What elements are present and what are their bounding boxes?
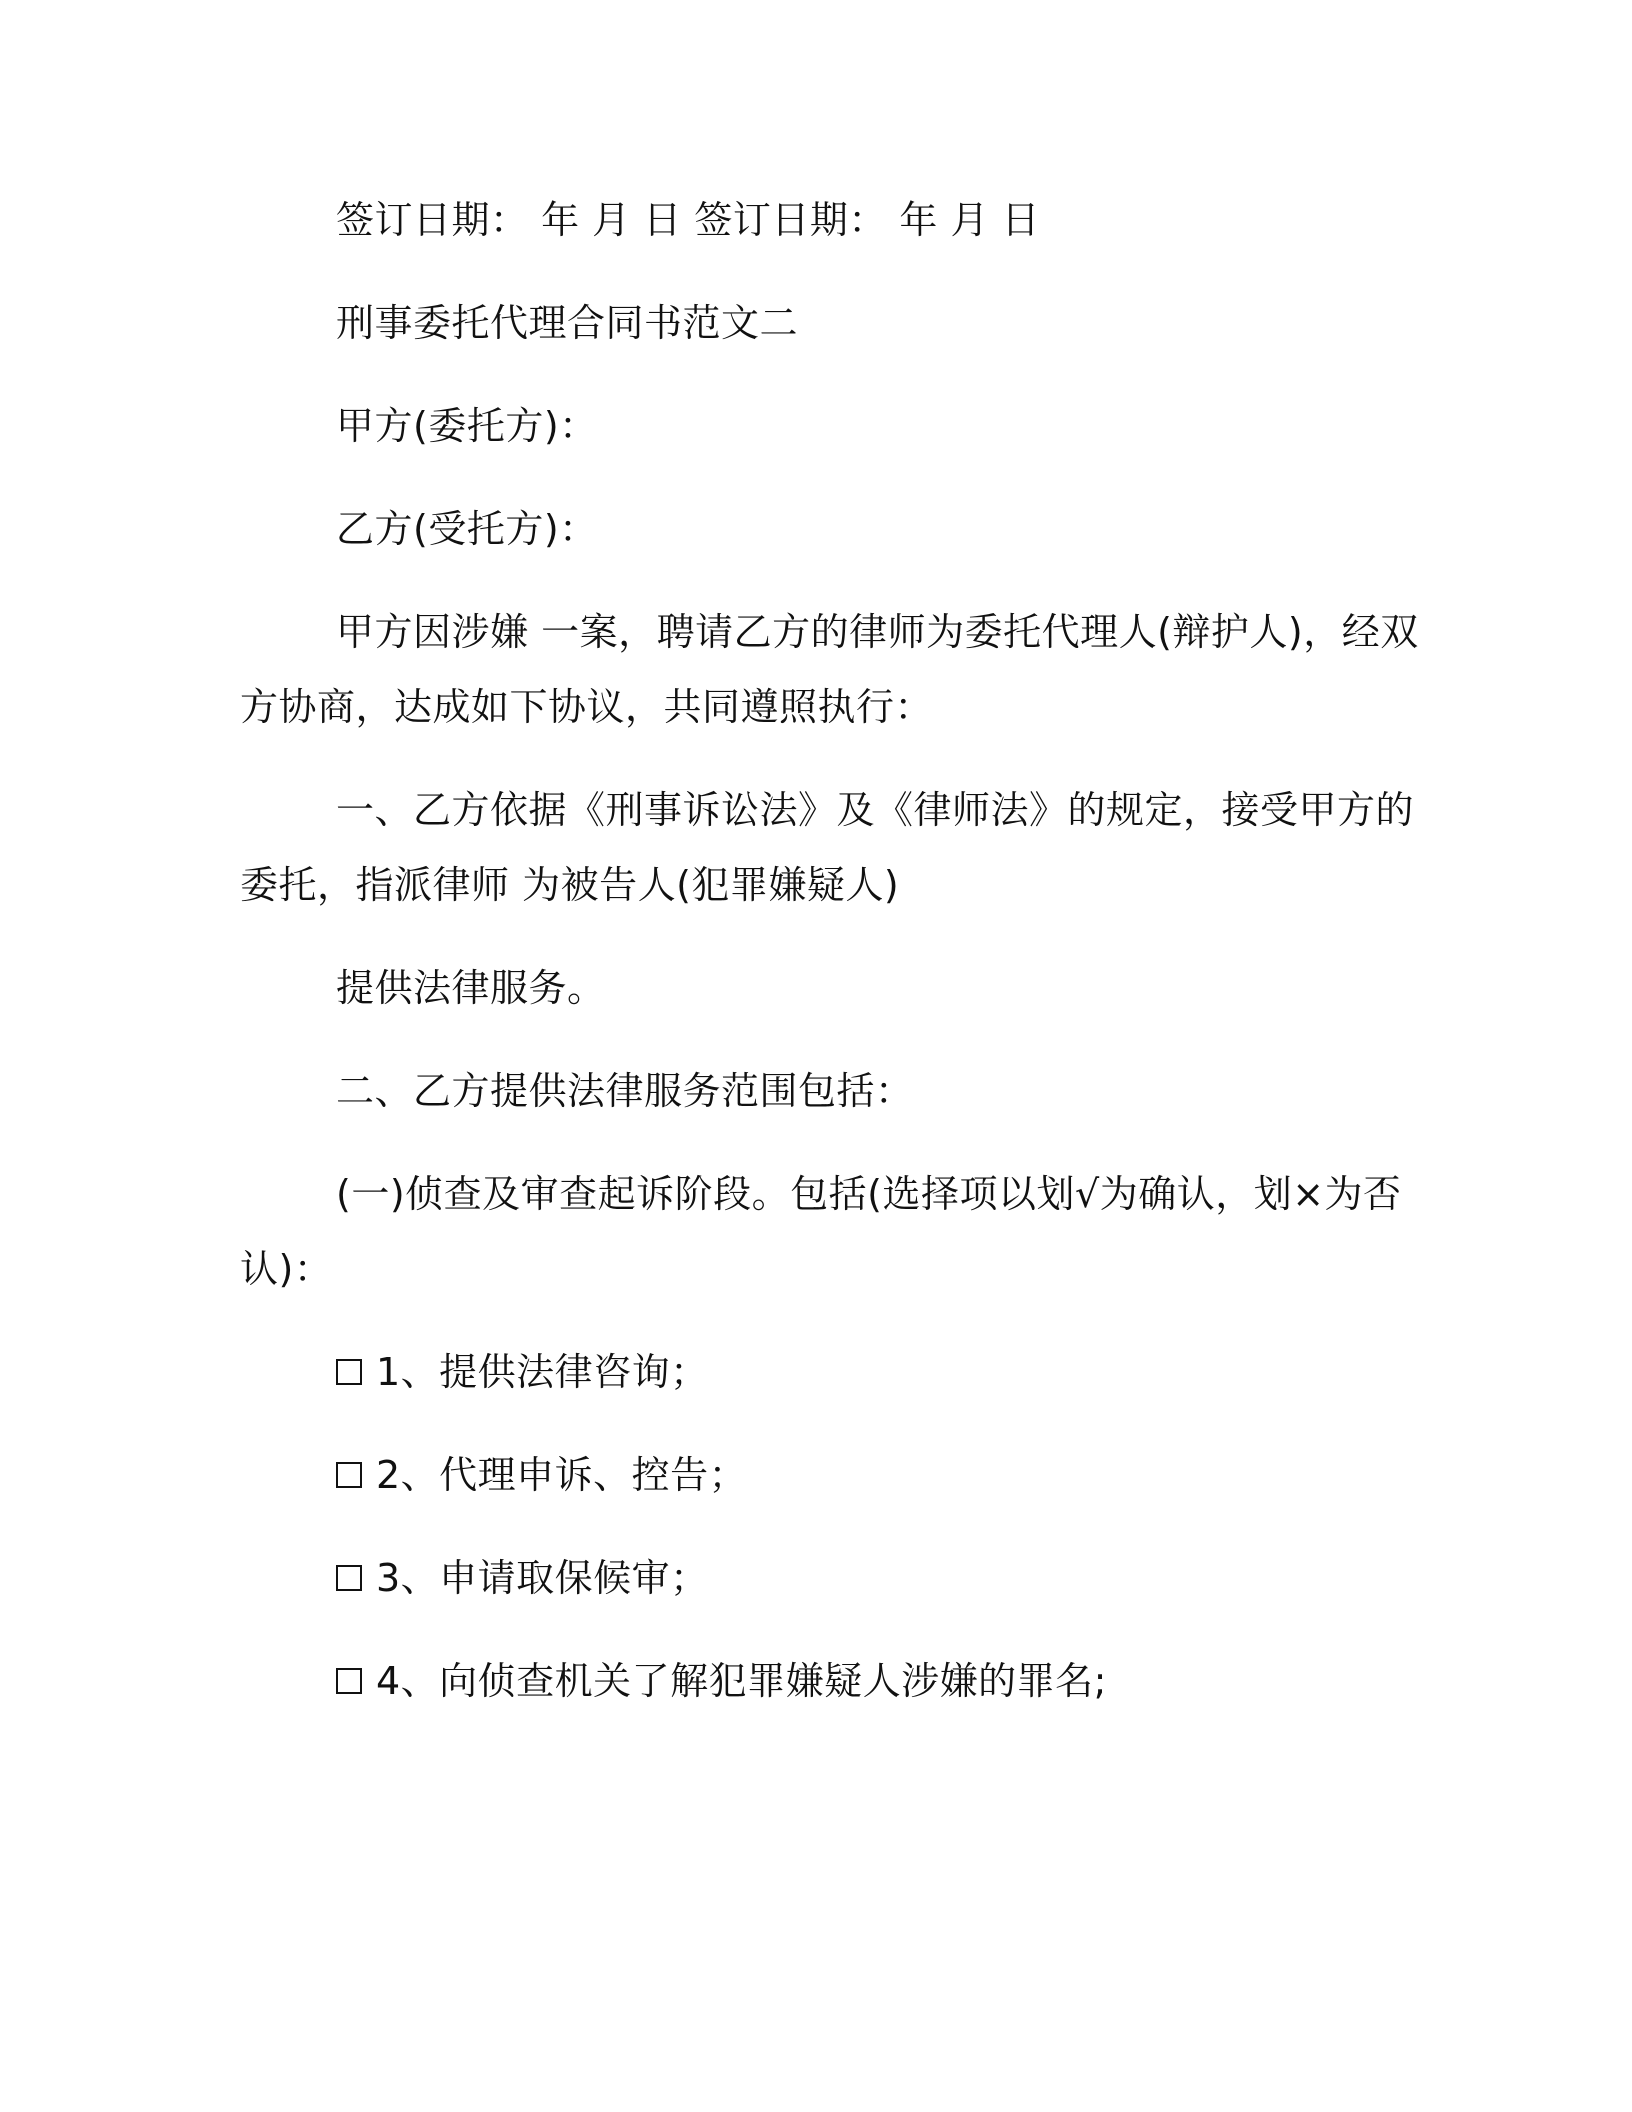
stage1-line-1: (一)侦查及审查起诉阶段。包括(选择项以划√为确认，划×为否 bbox=[336, 1172, 1402, 1216]
clause1-line-1: 一、乙方依据《刑事诉讼法》及《律师法》的规定，接受甲方的 bbox=[336, 788, 1415, 832]
option-item bbox=[336, 1348, 709, 1396]
party-a-label: 甲方(委托方)： bbox=[336, 404, 598, 448]
checkbox-icon[interactable] bbox=[336, 1359, 362, 1385]
option-label: 3、申请取保候审； bbox=[376, 1556, 709, 1600]
preamble-line-2: 方协商，达成如下协议，共同遵照执行： bbox=[240, 685, 934, 729]
option-label: 4、向侦查机关了解犯罪嫌疑人涉嫌的罪名; bbox=[376, 1659, 1107, 1703]
option-item bbox=[336, 1657, 1107, 1705]
preamble-line-1: 甲方因涉嫌 一案，聘请乙方的律师为委托代理人(辩护人)，经双 bbox=[336, 610, 1419, 654]
option-item bbox=[336, 1554, 709, 1602]
option-label: 2、代理申诉、控告； bbox=[376, 1453, 748, 1497]
option-label: 1、提供法律咨询； bbox=[376, 1350, 709, 1394]
checkbox-icon[interactable] bbox=[336, 1668, 362, 1694]
sign-date-line: 签订日期： 年 月 日 签订日期： 年 月 日 bbox=[336, 198, 1041, 242]
checkbox-icon[interactable] bbox=[336, 1565, 362, 1591]
clause2-heading: 二、乙方提供法律服务范围包括： bbox=[336, 1069, 914, 1113]
clause1-line-2: 委托，指派律师 为被告人(犯罪嫌疑人) bbox=[240, 863, 900, 907]
clause1-line-3: 提供法律服务。 bbox=[336, 966, 606, 1010]
option-item bbox=[336, 1451, 747, 1499]
stage1-line-2: 认)： bbox=[240, 1247, 333, 1291]
checkbox-icon[interactable] bbox=[336, 1462, 362, 1488]
party-b-label: 乙方(受托方)： bbox=[336, 507, 598, 551]
document-title: 刑事委托代理合同书范文二 bbox=[336, 301, 799, 345]
